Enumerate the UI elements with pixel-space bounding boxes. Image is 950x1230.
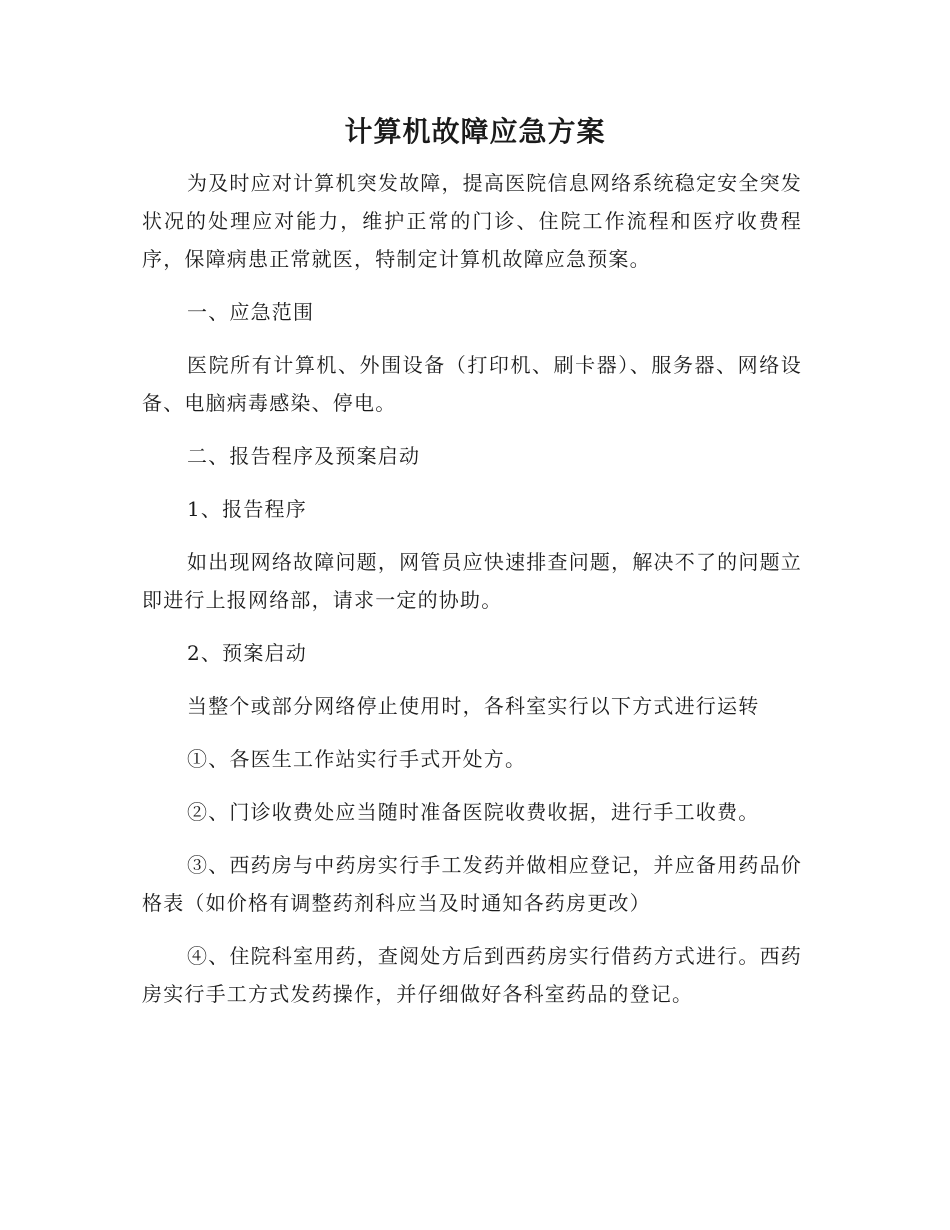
heading-emergency-scope: 一、应急范围 (187, 300, 315, 324)
paragraph-scope: 医院所有计算机、外围设备（打印机、刷卡器）、服务器、网络设备、电脑病毒感染、停电。 (142, 353, 802, 415)
document-title: 计算机故障应急方案 (344, 115, 606, 148)
paragraph-report: 如出现网络故障问题，网管员应快速排查问题，解决不了的问题立即进行上报网络部，请求一定的协助。 (142, 550, 802, 612)
heading-report-procedure: 二、报告程序及预案启动 (187, 444, 421, 468)
list-item-3: ③、西药房与中药房实行手工发药并做相应登记，并应备用药品价格表（如价格有调整药剂科应当及时通知各药房更改） (142, 853, 802, 915)
subheading-plan-start: 2、预案启动 (187, 641, 307, 665)
list-item-2: ②、门诊收费处应当随时准备医院收费收据，进行手工收费。 (187, 800, 760, 824)
list-item-1: ①、各医生工作站实行手式开处方。 (187, 747, 527, 771)
subheading-report: 1、报告程序 (187, 497, 307, 521)
paragraph-intro: 为及时应对计算机突发故障，提高医院信息网络系统稳定安全突发状况的处理应对能力，维护正常的门诊、住院工作流程和医疗收费程序，保障病患正常就医，特制定计算机故障应急预案。 (142, 171, 802, 271)
document-body (142, 164, 802, 1028)
list-item-4: ④、住院科室用药，查阅处方后到西药房实行借药方式进行。西药房实行手工方式发药操作，并仔细做好各科室药品的登记。 (142, 944, 802, 1006)
paragraph-plan-intro: 当整个或部分网络停止使用时，各科室实行以下方式进行运转 (187, 694, 760, 718)
